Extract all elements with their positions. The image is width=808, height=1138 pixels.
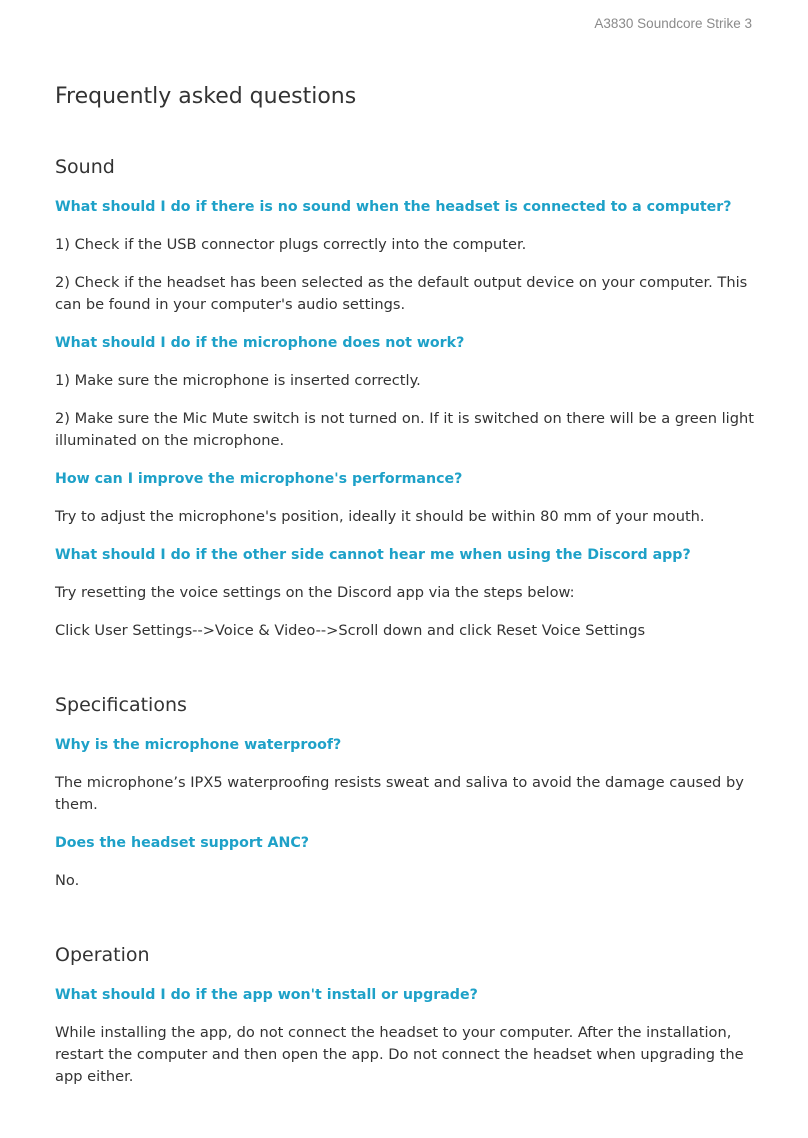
faq-item (55, 468, 755, 528)
faq-answer: 2) Check if the headset has been selected as the default output device on your computer. This can be found in your computer's audio settings. (55, 274, 748, 313)
section-title: Operation (55, 944, 150, 966)
faq-item (55, 196, 755, 316)
faq-answer: 1) Make sure the microphone is inserted correctly. (55, 372, 421, 389)
faq-question: Does the headset support ANC? (55, 835, 310, 851)
faq-item (55, 832, 755, 892)
faq-answer: No. (55, 872, 80, 889)
faq-question: How can I improve the microphone's performance? (55, 471, 463, 487)
faq-question: What should I do if the microphone does not work? (55, 335, 465, 351)
faq-answer: The microphone’s IPX5 waterproofing resists sweat and saliva to avoid the damage caused by them. (55, 774, 744, 813)
faq-item (55, 332, 755, 452)
faq-answer: Try to adjust the microphone's position, ideally it should be within 80 mm of your mouth. (55, 508, 705, 525)
page-title: Frequently asked questions (55, 84, 357, 109)
faq-answer: Click User Settings-->Voice & Video-->Scroll down and click Reset Voice Settings (55, 622, 646, 639)
faq-section-sound (55, 154, 755, 642)
faq-sections (55, 154, 755, 1088)
faq-question: Why is the microphone waterproof? (55, 737, 342, 753)
faq-item (55, 984, 755, 1088)
faq-question: What should I do if there is no sound when the headset is connected to a computer? (55, 199, 732, 215)
faq-question: What should I do if the other side cannot hear me when using the Discord app? (55, 547, 691, 563)
faq-item (55, 544, 755, 642)
faq-section-specifications (55, 692, 755, 892)
faq-section-operation (55, 942, 755, 1088)
document-body (55, 82, 755, 1138)
section-title: Sound (55, 156, 115, 178)
section-title: Specifications (55, 694, 187, 716)
faq-item (55, 734, 755, 816)
faq-answer: Try resetting the voice settings on the Discord app via the steps below: (55, 584, 575, 601)
faq-answer: While installing the app, do not connect the headset to your computer. After the installation, restart the computer and then open the app. Do not connect the headset when upgrading the app either. (55, 1024, 744, 1085)
document-header-label: A3830 Soundcore Strike 3 (594, 16, 752, 31)
faq-question: What should I do if the app won't install or upgrade? (55, 987, 478, 1003)
faq-answer: 1) Check if the USB connector plugs correctly into the computer. (55, 236, 527, 253)
faq-answer: 2) Make sure the Mic Mute switch is not turned on. If it is switched on there will be a green light illuminated on the microphone. (55, 410, 754, 449)
